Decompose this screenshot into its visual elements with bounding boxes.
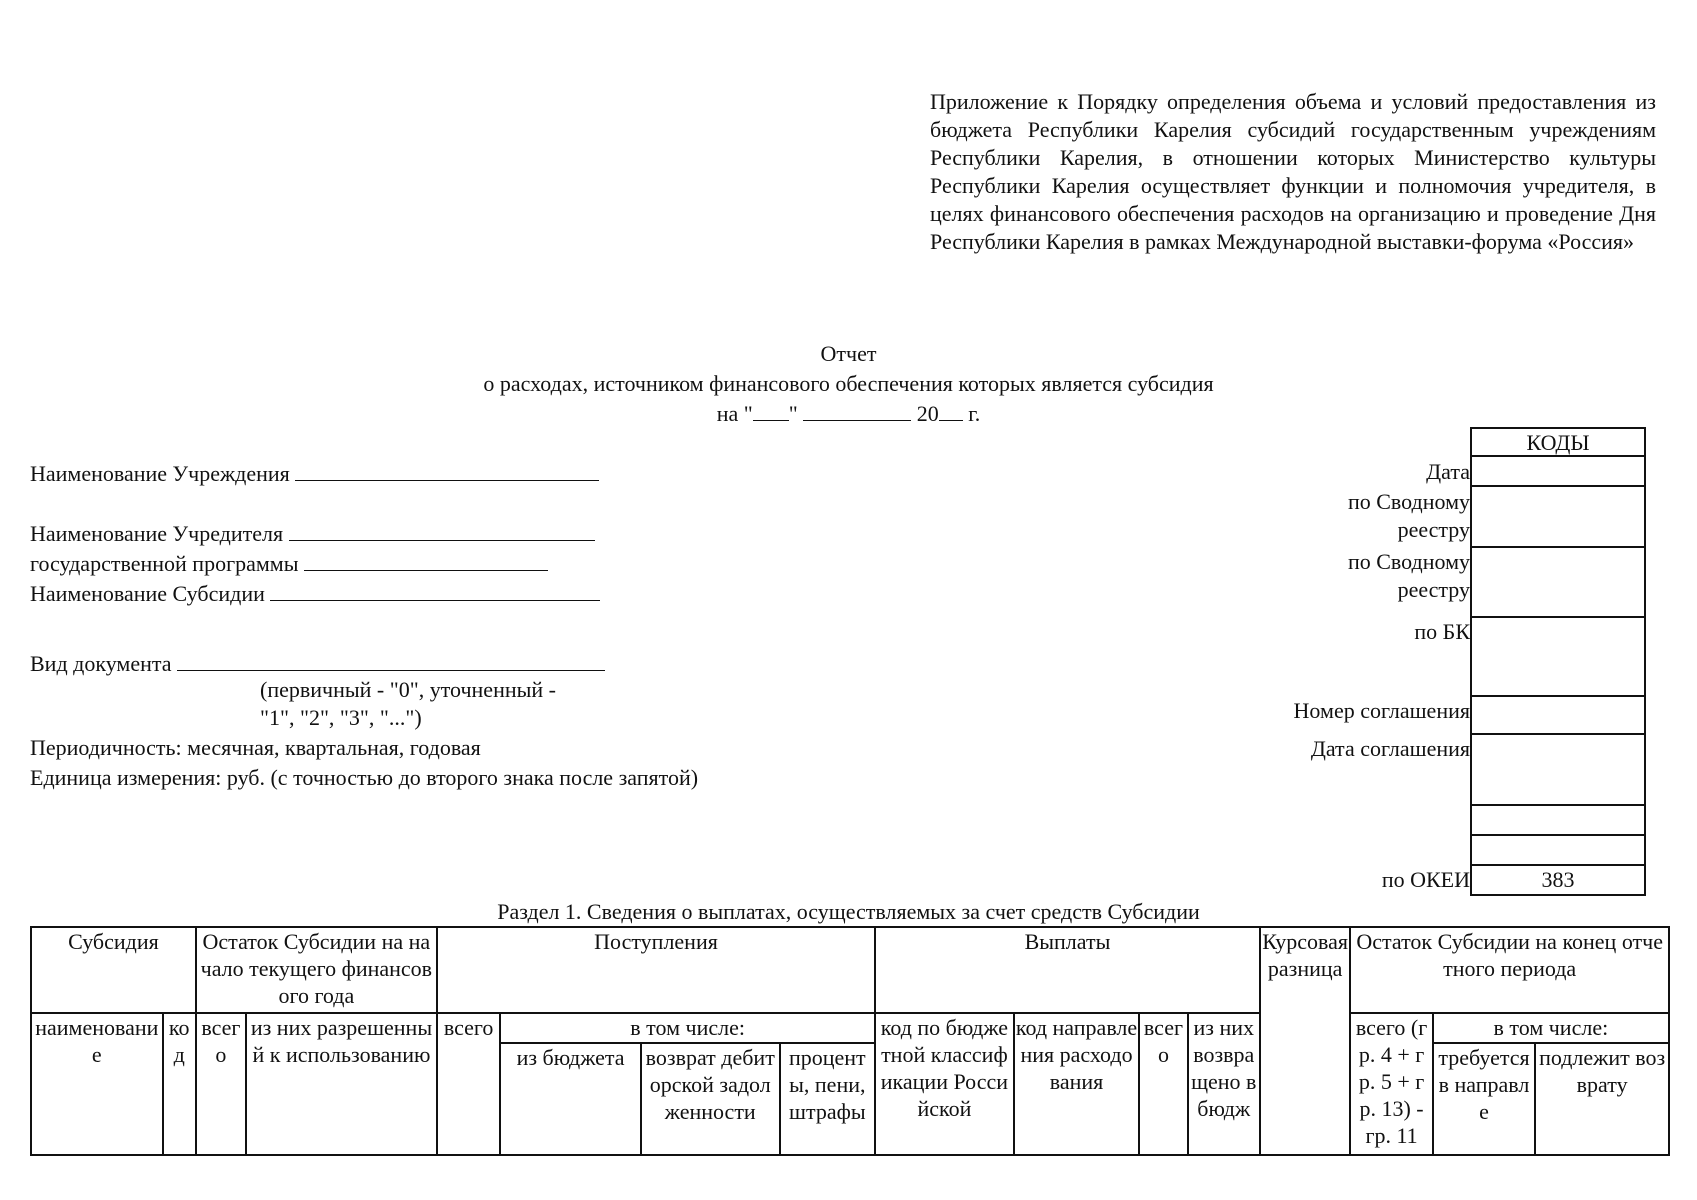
code-cell-okei: 383 [1470, 866, 1646, 896]
code-cell-date[interactable] [1470, 457, 1646, 487]
th-interest-penalties: проценты, пени, штрафы [780, 1043, 875, 1155]
th-opening-balance: Остаток Субсидии на начало текущего финансового года [196, 927, 437, 1013]
program-field [30, 548, 548, 578]
codes-label-registry-1b: реестру [1397, 517, 1470, 542]
codes-label-bk: по БК [1414, 619, 1470, 644]
th-receipts-total: всего [437, 1013, 500, 1155]
th-receivables-return: возврат дебиторской задолженности [641, 1043, 780, 1155]
code-cell-registry-2[interactable] [1470, 548, 1646, 618]
report-subtitle: о расходах, источником финансового обеспечения которых является субсидия [483, 371, 1214, 396]
doc-type-note-2: "1", "2", "3", "...") [260, 705, 422, 730]
program-label: государственной программы [30, 551, 299, 576]
institution-blank[interactable] [295, 458, 599, 481]
doc-type-field [30, 648, 605, 678]
year-blank[interactable] [939, 398, 963, 421]
th-code: код [163, 1013, 196, 1155]
code-cell-agreement-no[interactable] [1470, 697, 1646, 735]
report-date-line [0, 398, 1697, 428]
codes-label-registry-2a: по Сводному [1347, 549, 1470, 574]
th-required-direction: требуется в направле [1433, 1043, 1535, 1155]
th-payments: Выплаты [875, 927, 1260, 1013]
subsidy-label: Наименование Субсидии [30, 581, 265, 606]
day-blank[interactable] [753, 398, 789, 421]
doc-type-label: Вид документа [30, 651, 172, 676]
th-returned-to-budget: из них возвращено в бюдж [1188, 1013, 1260, 1155]
th-opening-allowed: из них разрешенный к использованию [246, 1013, 437, 1155]
institution-field [30, 458, 599, 488]
month-blank[interactable] [803, 398, 911, 421]
doc-type-blank[interactable] [177, 648, 605, 671]
report-title: Отчет [820, 341, 877, 366]
codes-label-okei: по ОКЕИ [1381, 867, 1470, 892]
payments-table [30, 926, 1670, 1156]
date-prefix: на " [716, 401, 753, 426]
codes-label-agreement-no: Номер соглашения [1293, 698, 1470, 723]
date-mid: " [788, 401, 798, 426]
program-blank[interactable] [304, 548, 548, 571]
th-bk-code: код по бюджетной классификации Российской [875, 1013, 1014, 1155]
th-receipts: Поступления [437, 927, 875, 1013]
founder-field [30, 518, 595, 548]
periodicity: Периодичность: месячная, квартальная, годовая [30, 735, 481, 760]
date-year: 20 [916, 401, 939, 426]
th-opening-total: всего [196, 1013, 246, 1155]
th-subsidy: Субсидия [31, 927, 196, 1013]
th-receipts-including: в том числе: [500, 1013, 875, 1043]
th-fx-difference: Курсовая разница [1260, 927, 1350, 1155]
th-direction-code: код направления расходования [1014, 1013, 1140, 1155]
codes-label-registry-1a: по Сводному [1347, 489, 1470, 514]
date-suffix: г. [968, 401, 981, 426]
institution-label: Наименование Учреждения [30, 461, 290, 486]
code-cell-extra-1[interactable] [1470, 806, 1646, 836]
th-refund: подлежит возврату [1535, 1043, 1669, 1155]
th-payments-total: всего [1139, 1013, 1187, 1155]
table-header-row-1 [31, 927, 1669, 1013]
founder-label: Наименование Учредителя [30, 521, 284, 546]
unit-of-measure: Единица измерения: руб. (с точностью до второго знака после запятой) [30, 765, 699, 790]
th-from-budget: из бюджета [500, 1043, 641, 1155]
th-closing-total: всего (гр. 4 + гр. 5 + гр. 13) - гр. 11 [1350, 1013, 1432, 1155]
th-name: наименование [31, 1013, 163, 1155]
code-cell-extra-2[interactable] [1470, 836, 1646, 866]
code-cell-agreement-date[interactable] [1470, 735, 1646, 806]
table-header-row-2 [31, 1013, 1669, 1043]
doc-type-note-1: (первичный - "0", уточненный - [260, 677, 556, 702]
codes-label-registry-2b: реестру [1397, 577, 1470, 602]
annex-text: Приложение к Порядку определения объема и условий предоставления из бюджета Республики Карелия субсидий государственным учреждениям Республики Карелия, в отношении которых Министерство культуры Республики Карелия осуществляет функции и полномочия учредителя, в целях финансового обеспечения расходов на организацию и проведение Дня Республики Карелия в рамках Международной выставки-форума «Россия» [930, 89, 1656, 254]
codes-label-agreement-date: Дата соглашения [1310, 736, 1470, 761]
codes-label-date: Дата [1426, 459, 1470, 484]
founder-blank[interactable] [289, 518, 595, 541]
subsidy-blank[interactable] [270, 578, 600, 601]
subsidy-field [30, 578, 600, 608]
th-closing-balance: Остаток Субсидии на конец отчетного периода [1350, 927, 1669, 1013]
section-title: Раздел 1. Сведения о выплатах, осуществляемых за счет средств Субсидии [497, 899, 1200, 924]
code-cell-registry-1[interactable] [1470, 487, 1646, 548]
codes-header: КОДЫ [1470, 427, 1646, 457]
th-closing-including: в том числе: [1433, 1013, 1669, 1043]
code-cell-bk[interactable] [1470, 618, 1646, 697]
